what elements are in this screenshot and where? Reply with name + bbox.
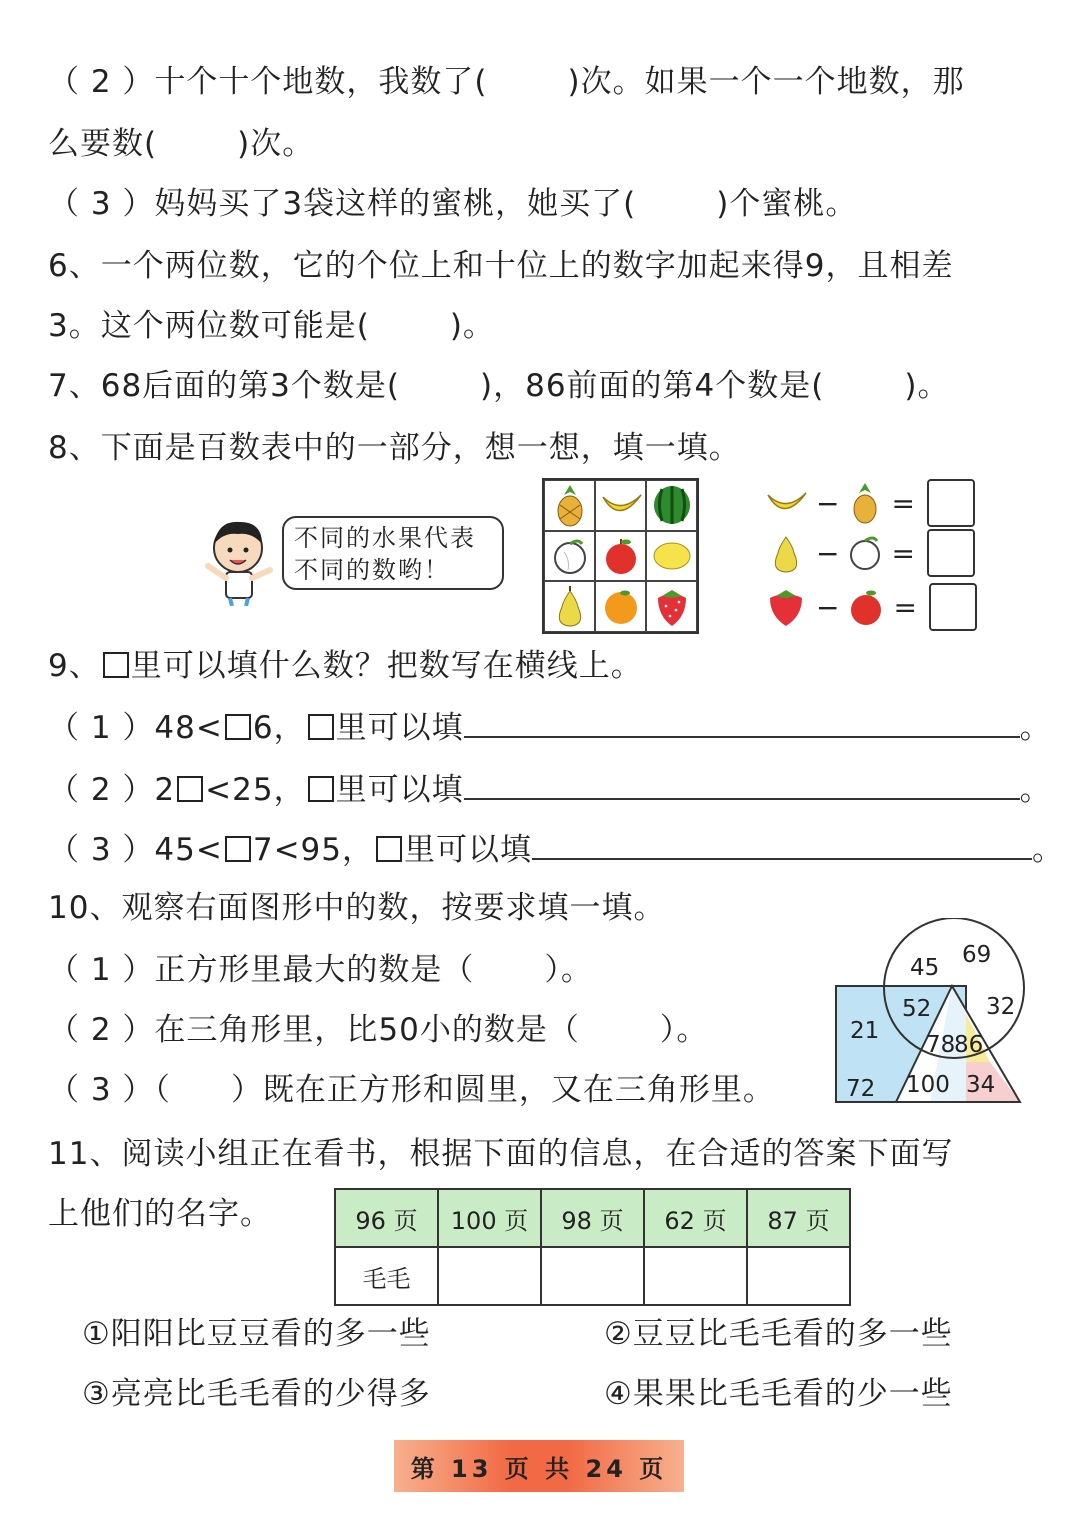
q6-line2: 3。这个两位数可能是( )。 [48, 308, 495, 344]
name-cell[interactable] [438, 1247, 541, 1305]
answer-box[interactable] [929, 583, 977, 631]
clue-4: ④果果比毛毛看的少一些 [604, 1376, 953, 1412]
lemon-icon [646, 531, 697, 582]
apple-icon [847, 587, 885, 627]
pear-icon [544, 581, 595, 632]
pages-cell: 96 页 [335, 1189, 438, 1247]
number-21: 21 [850, 1018, 880, 1044]
fruit-equation-1 [764, 480, 975, 526]
name-cell: 毛毛 [335, 1247, 438, 1305]
q10-part1: （ 1 ）正方形里最大的数是（ ）。 [48, 952, 593, 988]
clue-3: ③亮亮比毛毛看的少得多 [82, 1376, 431, 1412]
peach-icon [847, 533, 883, 573]
q9-part2: （ 2 ）2 <25， 里可以填 。 [48, 768, 1052, 810]
number-78: 78 [926, 1032, 956, 1058]
q9-title: 9、 里可以填什么数？把数写在横线上。 [48, 648, 643, 684]
fruit-grid [542, 478, 699, 634]
pages-cell: 100 页 [438, 1189, 541, 1247]
answer-box[interactable] [927, 479, 975, 527]
q5-part2-line2: 么要数( )次。 [48, 126, 315, 162]
q8-title: 8、下面是百数表中的一部分，想一想，填一填。 [48, 430, 741, 466]
number-34: 34 [966, 1072, 996, 1098]
clue-2: ②豆豆比毛毛看的多一些 [604, 1316, 953, 1352]
banana-icon [595, 480, 646, 531]
number-45: 45 [910, 955, 940, 981]
strawberry-icon [764, 586, 808, 628]
equals-sign: = [891, 536, 915, 570]
q7: 7、68后面的第3个数是( )，86前面的第4个数是( )。 [48, 368, 950, 404]
q5-part3: （ 3 ）妈妈买了3袋这样的蜜桃，她买了( )个蜜桃。 [48, 186, 858, 222]
q10-part2: （ 2 ）在三角形里，比50小的数是（ ）。 [48, 1012, 709, 1048]
peach-icon [544, 531, 595, 582]
square-symbol [225, 714, 251, 740]
apple-icon [595, 531, 646, 582]
equals-sign: = [893, 590, 917, 624]
q6-line1: 6、一个两位数，它的个位上和十位上的数字加起来得9，且相差 [48, 248, 954, 284]
q9-part1: （ 1 ）48< 6， 里可以填 。 [48, 706, 1052, 748]
banana-icon [764, 483, 808, 523]
answer-box[interactable] [927, 529, 975, 577]
watermelon-icon [646, 480, 697, 531]
fruit-equation-3 [764, 584, 977, 630]
number-32: 32 [986, 994, 1016, 1020]
answer-line[interactable] [464, 706, 1020, 738]
name-cell[interactable] [644, 1247, 747, 1305]
pages-cell: 62 页 [644, 1189, 747, 1247]
q10-part3: （ 3 ）（ ）既在正方形和圆里，又在三角形里。 [48, 1072, 775, 1108]
pineapple-icon [544, 480, 595, 531]
q11-line2: 上他们的名字。 [48, 1196, 272, 1232]
number-100: 100 [906, 1072, 950, 1098]
name-cell[interactable] [541, 1247, 644, 1305]
answer-line[interactable] [532, 828, 1032, 860]
q10-title: 10、观察右面图形中的数，按要求填一填。 [48, 890, 666, 926]
pages-cell: 87 页 [747, 1189, 850, 1247]
square-symbol [308, 776, 334, 802]
boy-illustration [200, 514, 280, 606]
q5-part2-line1: （ 2 ）十个十个地数，我数了( )次。如果一个一个地数，那 [48, 64, 965, 100]
pages-cell: 98 页 [541, 1189, 644, 1247]
name-cell[interactable] [747, 1247, 850, 1305]
square-symbol [177, 776, 203, 802]
number-86: 86 [954, 1032, 984, 1058]
pear-icon [764, 531, 808, 575]
number-69: 69 [962, 942, 992, 968]
answer-line[interactable] [464, 768, 1020, 800]
orange-icon [595, 581, 646, 632]
pineapple-icon [847, 481, 883, 525]
fruit-equation-2 [764, 530, 975, 576]
minus-sign: − [816, 536, 840, 570]
shape-venn-diagram [830, 918, 1030, 1110]
minus-sign: − [816, 590, 840, 624]
number-72: 72 [846, 1076, 876, 1102]
q9-part3: （ 3 ）45< 7<95， 里可以填 。 [48, 828, 1064, 870]
square-symbol [225, 836, 251, 862]
square-symbol [103, 652, 129, 678]
clue-1: ①阳阳比豆豆看的多一些 [82, 1316, 431, 1352]
minus-sign: − [816, 486, 840, 520]
equals-sign: = [891, 486, 915, 520]
page-number-footer: 第 13 页 共 24 页 [394, 1440, 684, 1492]
strawberry-icon [646, 581, 697, 632]
square-symbol [308, 714, 334, 740]
number-52: 52 [902, 996, 932, 1022]
speech-bubble: 不同的水果代表 不同的数哟！ [282, 516, 504, 590]
square-symbol [376, 836, 402, 862]
reading-table [334, 1188, 851, 1306]
q11-line1: 11、阅读小组正在看书，根据下面的信息，在合适的答案下面写 [48, 1136, 954, 1172]
